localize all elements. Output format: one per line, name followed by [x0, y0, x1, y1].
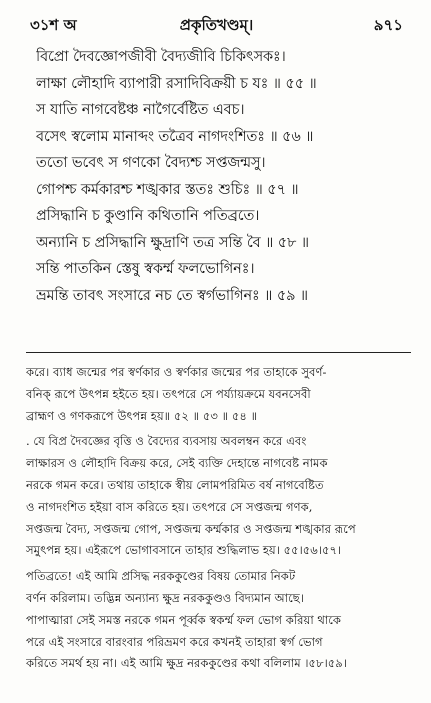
- commentary-line: ব্রাহ্মণ ও গণকরূপে উৎপন্ন হয়॥ ৫২ ॥ ৫৩ ॥ ৫৪ ॥: [26, 408, 258, 423]
- chapter-label: ৩১শ অ: [30, 16, 77, 34]
- commentary-line: পরে এই সংসারে বারংবার পরিভ্রমণ করে কখনই তাহারা স্বর্গ ভোগ: [26, 634, 323, 649]
- commentary-line: . যে বিপ্র দৈবজ্ঞের বৃত্তি ও বৈদ্যের ব্যবসায় অবলম্বন করে এবং: [26, 434, 307, 449]
- separator-rule: [26, 352, 411, 353]
- page-number: ৯৭১: [373, 16, 403, 34]
- commentary-line: বনিক্ রূপে উৎপন্ন হইতে হয়। তৎপরে সে পর্য্যায়ক্রমে যবনসেবী: [26, 386, 311, 401]
- commentary-line: লাক্ষারস ও লৌহাদি বিক্রয় করে, সেই ব্যক্তি দেহান্তে নাগবেষ্ট নামক: [26, 456, 328, 471]
- verse-line: সন্তি পাতকিন স্তেষু স্বকর্ম্ম ফলভোগিনঃ।: [36, 261, 255, 277]
- commentary-line: সপ্তজন্ম বৈদ্য, সপ্তজন্ম গোপ, সপ্তজন্ম কর্ম্মকার ও সপ্তজন্ম শঙ্খকার রূপে: [26, 521, 356, 536]
- verse-line: স যাতি নাগবেষ্টঞ্চ নাগৈর্বেষ্টিত এবচ।: [36, 102, 245, 118]
- verse-line: বসেৎ স্বলোম মানাব্দং তত্রৈব নাগদংশিতঃ ॥ ৫৬ ॥: [36, 128, 314, 145]
- running-header: [30, 14, 403, 38]
- verse-line: অন্যানি চ প্রসিদ্ধানি ক্ষুদ্রাণি তত্র সন্তি বৈ ॥ ৫৮ ॥: [36, 234, 309, 251]
- commentary-line: ও নাগদংশিত হইয়া বাস করিতে হয়। তৎপরে সে সপ্তজন্ম গণক,: [26, 499, 313, 514]
- verse-line: ভ্রমন্তি তাবৎ সংসারে নচ তে স্বর্গভাগিনঃ ॥ ৫৯ ॥: [36, 287, 309, 304]
- bengali-commentary: [26, 362, 413, 675]
- verse-line: লাক্ষা লৌহাদি ব্যাপারী রসাদিবিক্রয়ী চ যঃ ॥ ৫৫ ॥: [36, 75, 317, 92]
- section-title: প্রকৃতিখণ্ডম্।: [179, 16, 254, 34]
- commentary-line: বর্ণন করিলাম। তদ্ভিন্ন অন্যান্য ক্ষুদ্র নরককুণ্ডও বিদ্যমান আছে।: [26, 590, 304, 605]
- commentary-line: করে। ব্যাধ জন্মের পর স্বর্ণকার ও স্বর্ণকার জন্মের পর তাহাকে সুবর্ণ-: [26, 365, 327, 379]
- commentary-line: পতিব্রতে! এই আমি প্রসিদ্ধ নরককুণ্ডের বিষয় তোমার নিকট: [26, 569, 296, 584]
- commentary-line: নরকে গমন করে। তথায় তাহাকে স্বীয় লোমপরিমিত বর্ষ নাগবেষ্টিত: [26, 477, 324, 492]
- verse-line: প্রসিদ্ধানি চ কুণ্ডানি কথিতানি পতিব্রতে।: [36, 208, 260, 224]
- verse-line: বিপ্রো দৈবজ্ঞোপজীবী বৈদ্যজীবি চিকিৎসকঃ।: [36, 49, 286, 65]
- verse-line: গোপশ্চ কর্মকারশ্চ শঙ্খকার স্ততঃ শুচিঃ ॥ ৫৭ ॥: [36, 181, 299, 198]
- sanskrit-verses: [36, 44, 413, 309]
- verse-line: ততো ভবেৎ স গণকো বৈদ্যশ্চ সপ্তজন্মসু।: [36, 155, 266, 171]
- commentary-line: করিতে সমর্থ হয় না। এই আমি ক্ষুদ্র নরককুণ্ডের কথা বলিলাম ।৫৮।৫৯।: [26, 656, 347, 671]
- commentary-line: সমুৎপন্ন হয়। এইরূপে ভোগাবসানে তাহার শুদ্ধিলাভ হয়। ৫৫।৫৬।৫৭।: [26, 543, 342, 558]
- commentary-line: পাপাত্মারা সেই সমস্ত নরকে গমন পূর্ব্বক স্বকর্ম্ম ফল ভোগ করিয়া থাকে: [26, 612, 342, 627]
